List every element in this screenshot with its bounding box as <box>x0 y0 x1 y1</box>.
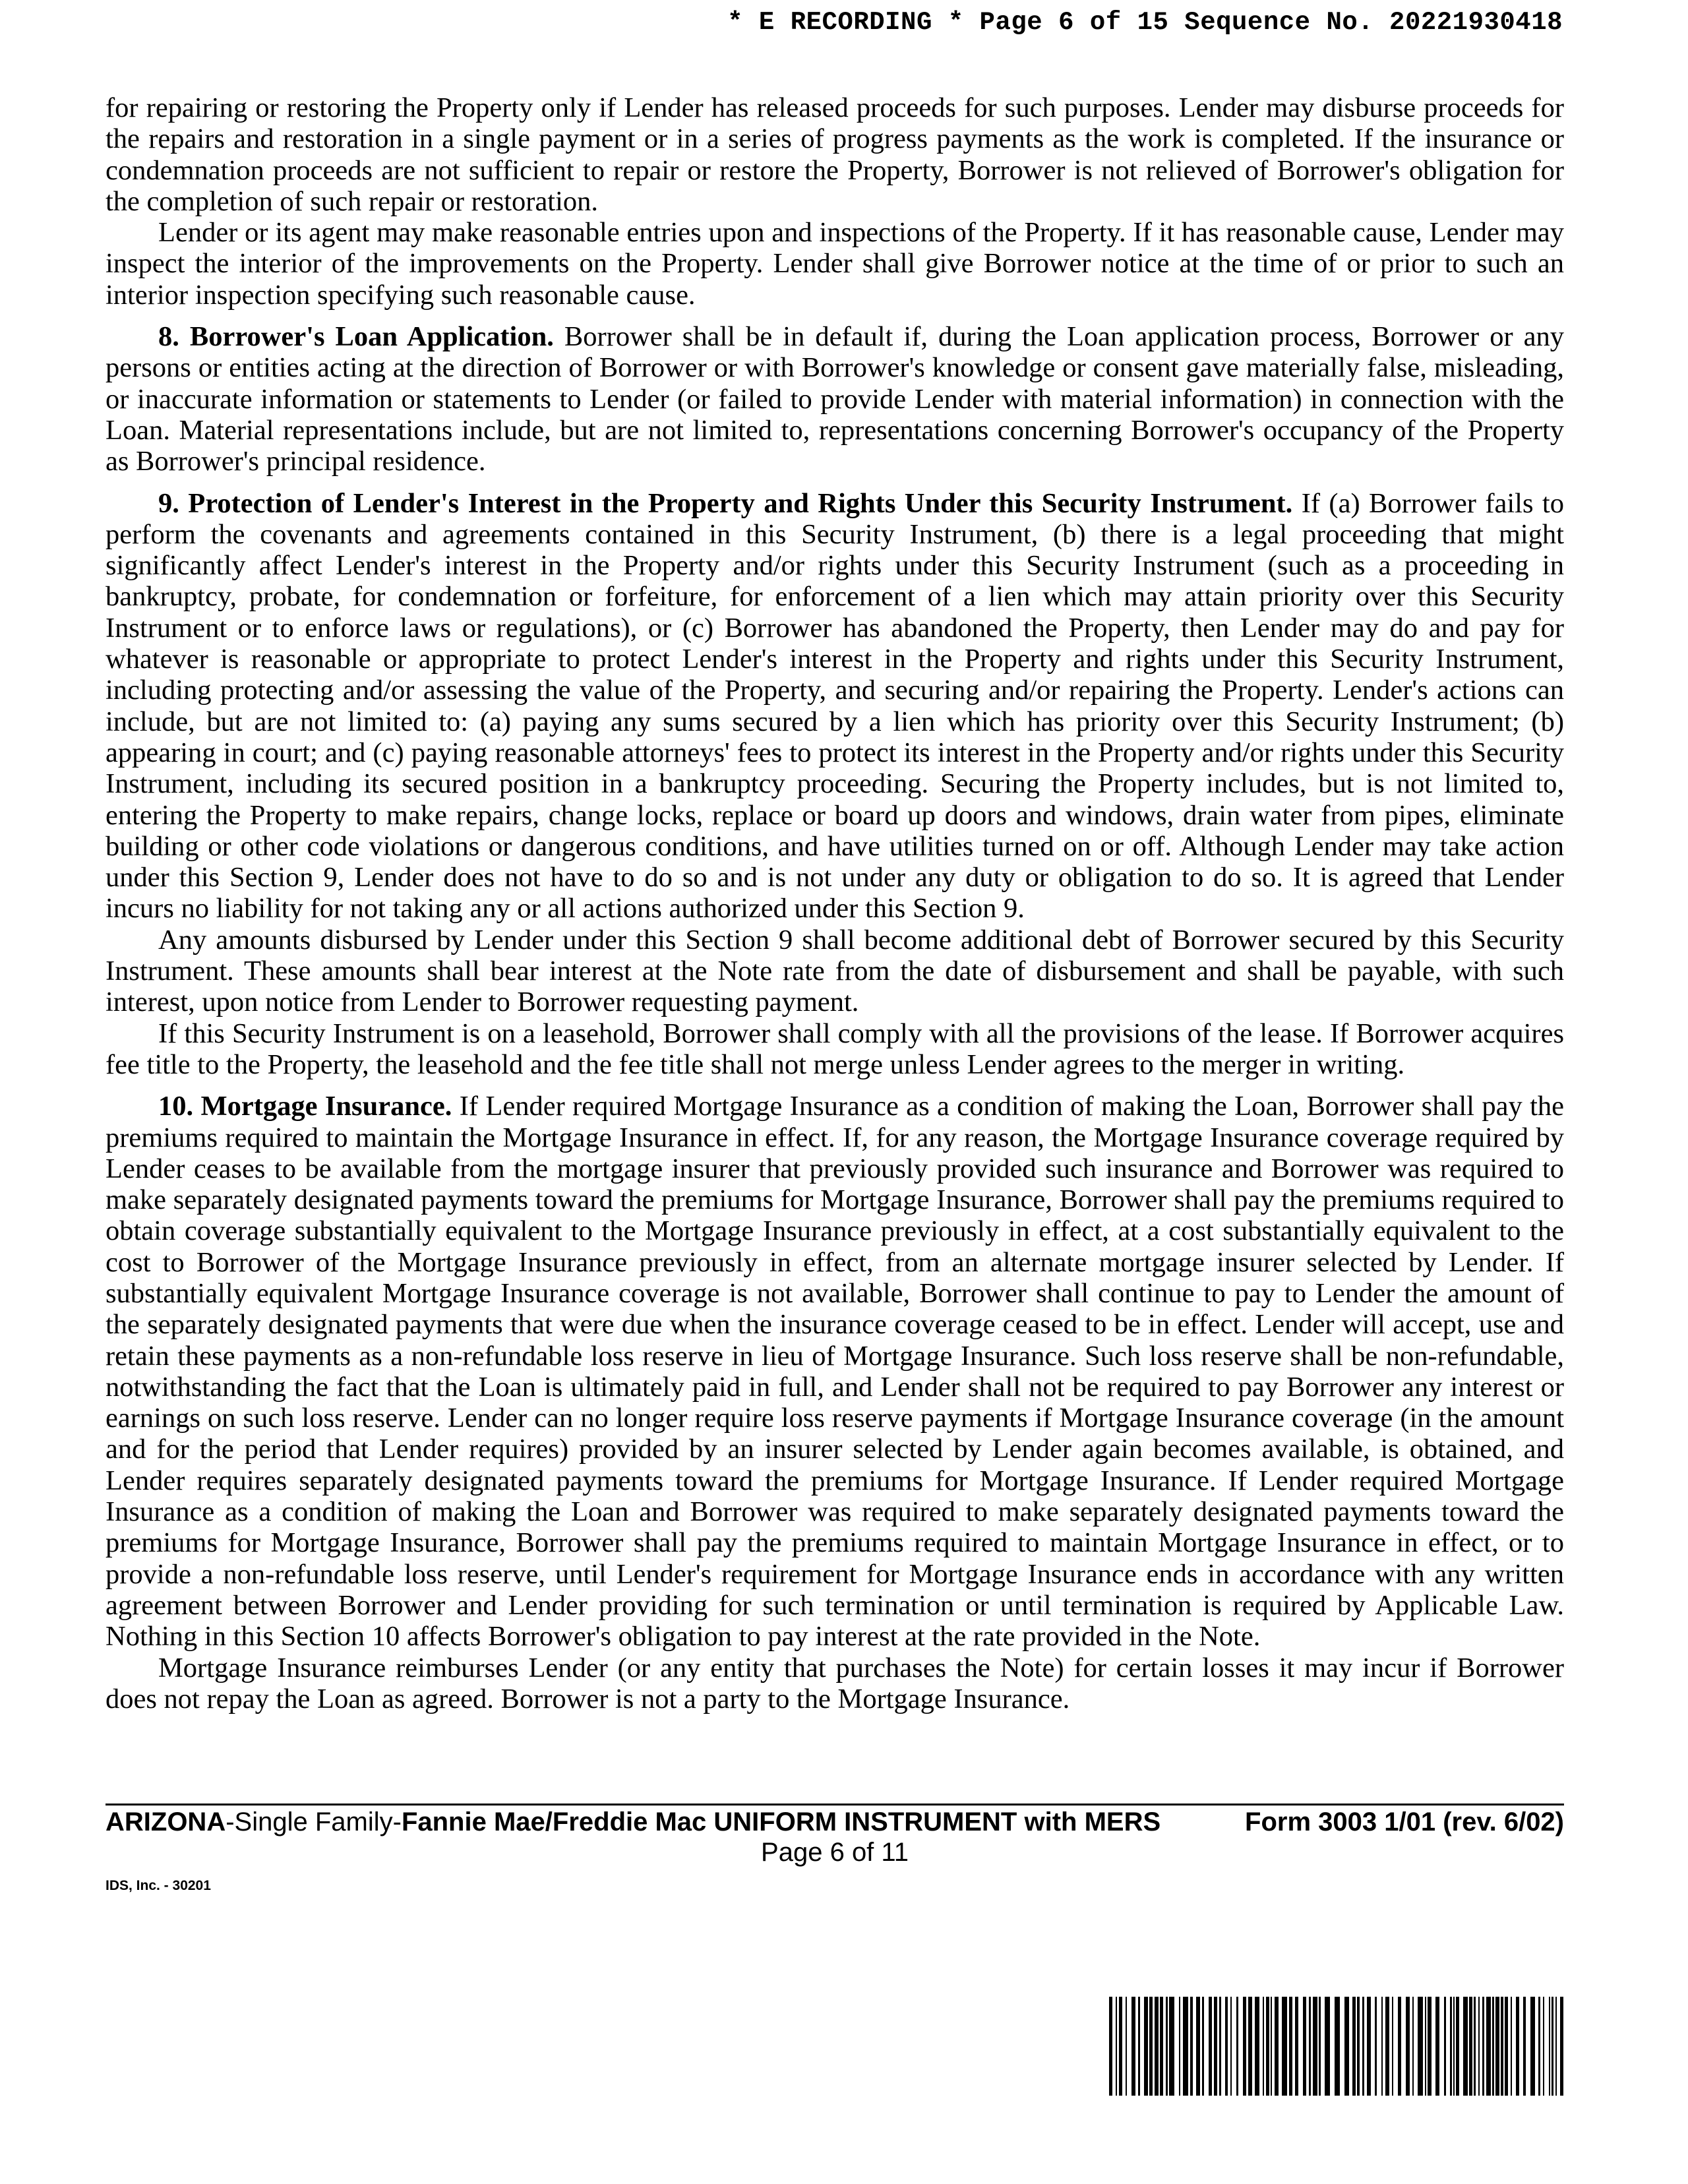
footer-divider <box>106 1804 1564 1805</box>
footer-state: ARIZONA <box>106 1807 226 1836</box>
footer-form-id: Form 3003 1/01 (rev. 6/02) <box>1245 1807 1564 1836</box>
section-9 <box>106 488 1564 925</box>
section-9-heading: 9. Protection of Lender's Interest in the Property and Rights Under this Security Instrument. <box>158 487 1293 519</box>
section-10 <box>106 1091 1564 1652</box>
section-10-paragraph-2: Mortgage Insurance reimburses Lender (or any entity that purchases the Note) for certain losses it may incur if Borrower does not repay the Loan as agreed. Borrower is not a party to the Mortgage Insurance. <box>106 1652 1564 1714</box>
section-9-text: If (a) Borrower fails to perform the covenants and agreements contained in this Security Instrument, (b) there is a legal proceeding that might significantly affect Lender's interest in the Property and/or rights under this Security Instrument (such as a proceeding in bankruptcy, probate, for condemnation or forfeiture, for enforcement of a lien which may attain priority over this Security Instrument or to enforce laws or regulations), or (c) Borrower has abandoned the Property, then Lender may do and pay for whatever is reasonable or appropriate to protect Lender's interest in the Property and rights under this Security Instrument, including protecting and/or assessing the value of the Property, and securing and/or repairing the Property. Lender's actions can include, but are not limited to: (a) paying any sums secured by a lien which has priority over this Security Instrument; (b) appearing in court; and (c) paying reasonable attorneys' fees to protect its interest in the Property and/or rights under this Security Instrument, including its secured position in a bankruptcy proceeding. Securing the Property includes, but is not limited to, entering the Property to make repairs, change locks, replace or board up doors and windows, drain water from pipes, eliminate building or other code violations or dangerous conditions, and have utilities turned on or off. Although Lender may take action under this Section 9, Lender does not have to do so and is not under any duty or obligation to do so. It is agreed that Lender incurs no liability for not taking any or all actions authorized under this Section 9. <box>106 487 1564 925</box>
paragraph-inspection: Lender or its agent may make reasonable entries upon and inspections of the Property. If it has reasonable cause, Lender may inspect the interior of the improvements on the Property. Lender shall give Borrower notice at the time of or prior to such an interior inspection specifying such reasonable cause. <box>106 217 1564 311</box>
section-10-text: If Lender required Mortgage Insurance as a condition of making the Loan, Borrower shall pay the premiums required to maintain the Mortgage Insurance in effect. If, for any reason, the Mortgage Insurance coverage required by Lender ceases to be available from the mortgage insurer that previously provided such insurance and Borrower was required to make separately designated payments toward the premiums for Mortgage Insurance, Borrower shall pay the premiums required to obtain coverage substantially equivalent to the Mortgage Insurance previously in effect, at a cost substantially equivalent to the cost to Borrower of the Mortgage Insurance previously in effect, from an alternate mortgage insurer selected by Lender. If substantially equivalent Mortgage Insurance coverage is not available, Borrower shall continue to pay to Lender the amount of the separately designated payments that were due when the insurance coverage ceased to be in effect. Lender will accept, use and retain these payments as a non-refundable loss reserve in lieu of Mortgage Insurance. Such loss reserve shall be non-refundable, notwithstanding the fact that the Loan is ultimately paid in full, and Lender shall not be required to pay Borrower any interest or earnings on such loss reserve. Lender can no longer require loss reserve payments if Mortgage Insurance coverage (in the amount and for the period that Lender requires) provided by an insurer selected by Lender again becomes available, is obtained, and Lender requires separately designated payments toward the premiums for Mortgage Insurance. If Lender required Mortgage Insurance as a condition of making the Loan and Borrower was required to make separately designated payments toward the premiums for Mortgage Insurance, Borrower shall pay the premiums required to maintain Mortgage Insurance in effect, or to provide a non-refundable loss reserve, until Lender's requirement for Mortgage Insurance ends in accordance with any written agreement between Borrower and Lender providing for such termination or until termination is required by Applicable Law. Nothing in this Section 10 affects Borrower's obligation to pay interest at the rate provided in the Note. <box>106 1091 1564 1653</box>
section-9-paragraph-3: If this Security Instrument is on a leasehold, Borrower shall comply with all the provisions of the lease. If Borrower acquires fee title to the Property, the leasehold and the fee title shall not merge unless Lender agrees to the merger in writing. <box>106 1017 1564 1080</box>
section-10-heading: 10. Mortgage Insurance. <box>158 1091 452 1122</box>
recording-header: * E RECORDING * Page 6 of 15 Sequence No. 20221930418 <box>727 8 1563 37</box>
section-8-text: Borrower shall be in default if, during the Loan application process, Borrower or any persons or entities acting at the direction of Borrower or with Borrower's knowledge or consent gave materially false, misleading, or inaccurate information or statements to Lender (or failed to provide Lender with material information) in connection with the Loan. Material representations include, but are not limited to, representations concerning Borrower's occupancy of the Property as Borrower's principal residence. <box>106 321 1564 477</box>
section-8 <box>106 321 1564 477</box>
paragraph-continued: for repairing or restoring the Property only if Lender has released proceeds for such purposes. Lender may disburse proceeds for the repairs and restoration in a single payment or in a series of progress payments as the work is completed. If the insurance or condemnation proceeds are not sufficient to repair or restore the Property, Borrower is not relieved of Borrower's obligation for the completion of such repair or restoration. <box>106 92 1564 217</box>
section-8-heading: 8. Borrower's Loan Application. <box>158 321 554 353</box>
section-9-paragraph-2: Any amounts disbursed by Lender under this Section 9 shall become additional debt of Borrower secured by this Security Instrument. These amounts shall bear interest at the Note rate from the date of disbursement and shall be payable, with such interest, upon notice from Lender to Borrower requesting payment. <box>106 924 1564 1018</box>
footer-page-number: Page 6 of 11 <box>761 1838 909 1867</box>
footer-form-line <box>106 1807 1564 1837</box>
document-body <box>106 92 1564 1714</box>
ids-code: IDS, Inc. - 30201 <box>106 1878 211 1893</box>
footer-family: -Single Family- <box>226 1807 402 1836</box>
barcode-icon <box>1109 1997 1564 2096</box>
footer-instrument: Fannie Mae/Freddie Mac UNIFORM INSTRUMENT with MERS <box>401 1807 1161 1836</box>
